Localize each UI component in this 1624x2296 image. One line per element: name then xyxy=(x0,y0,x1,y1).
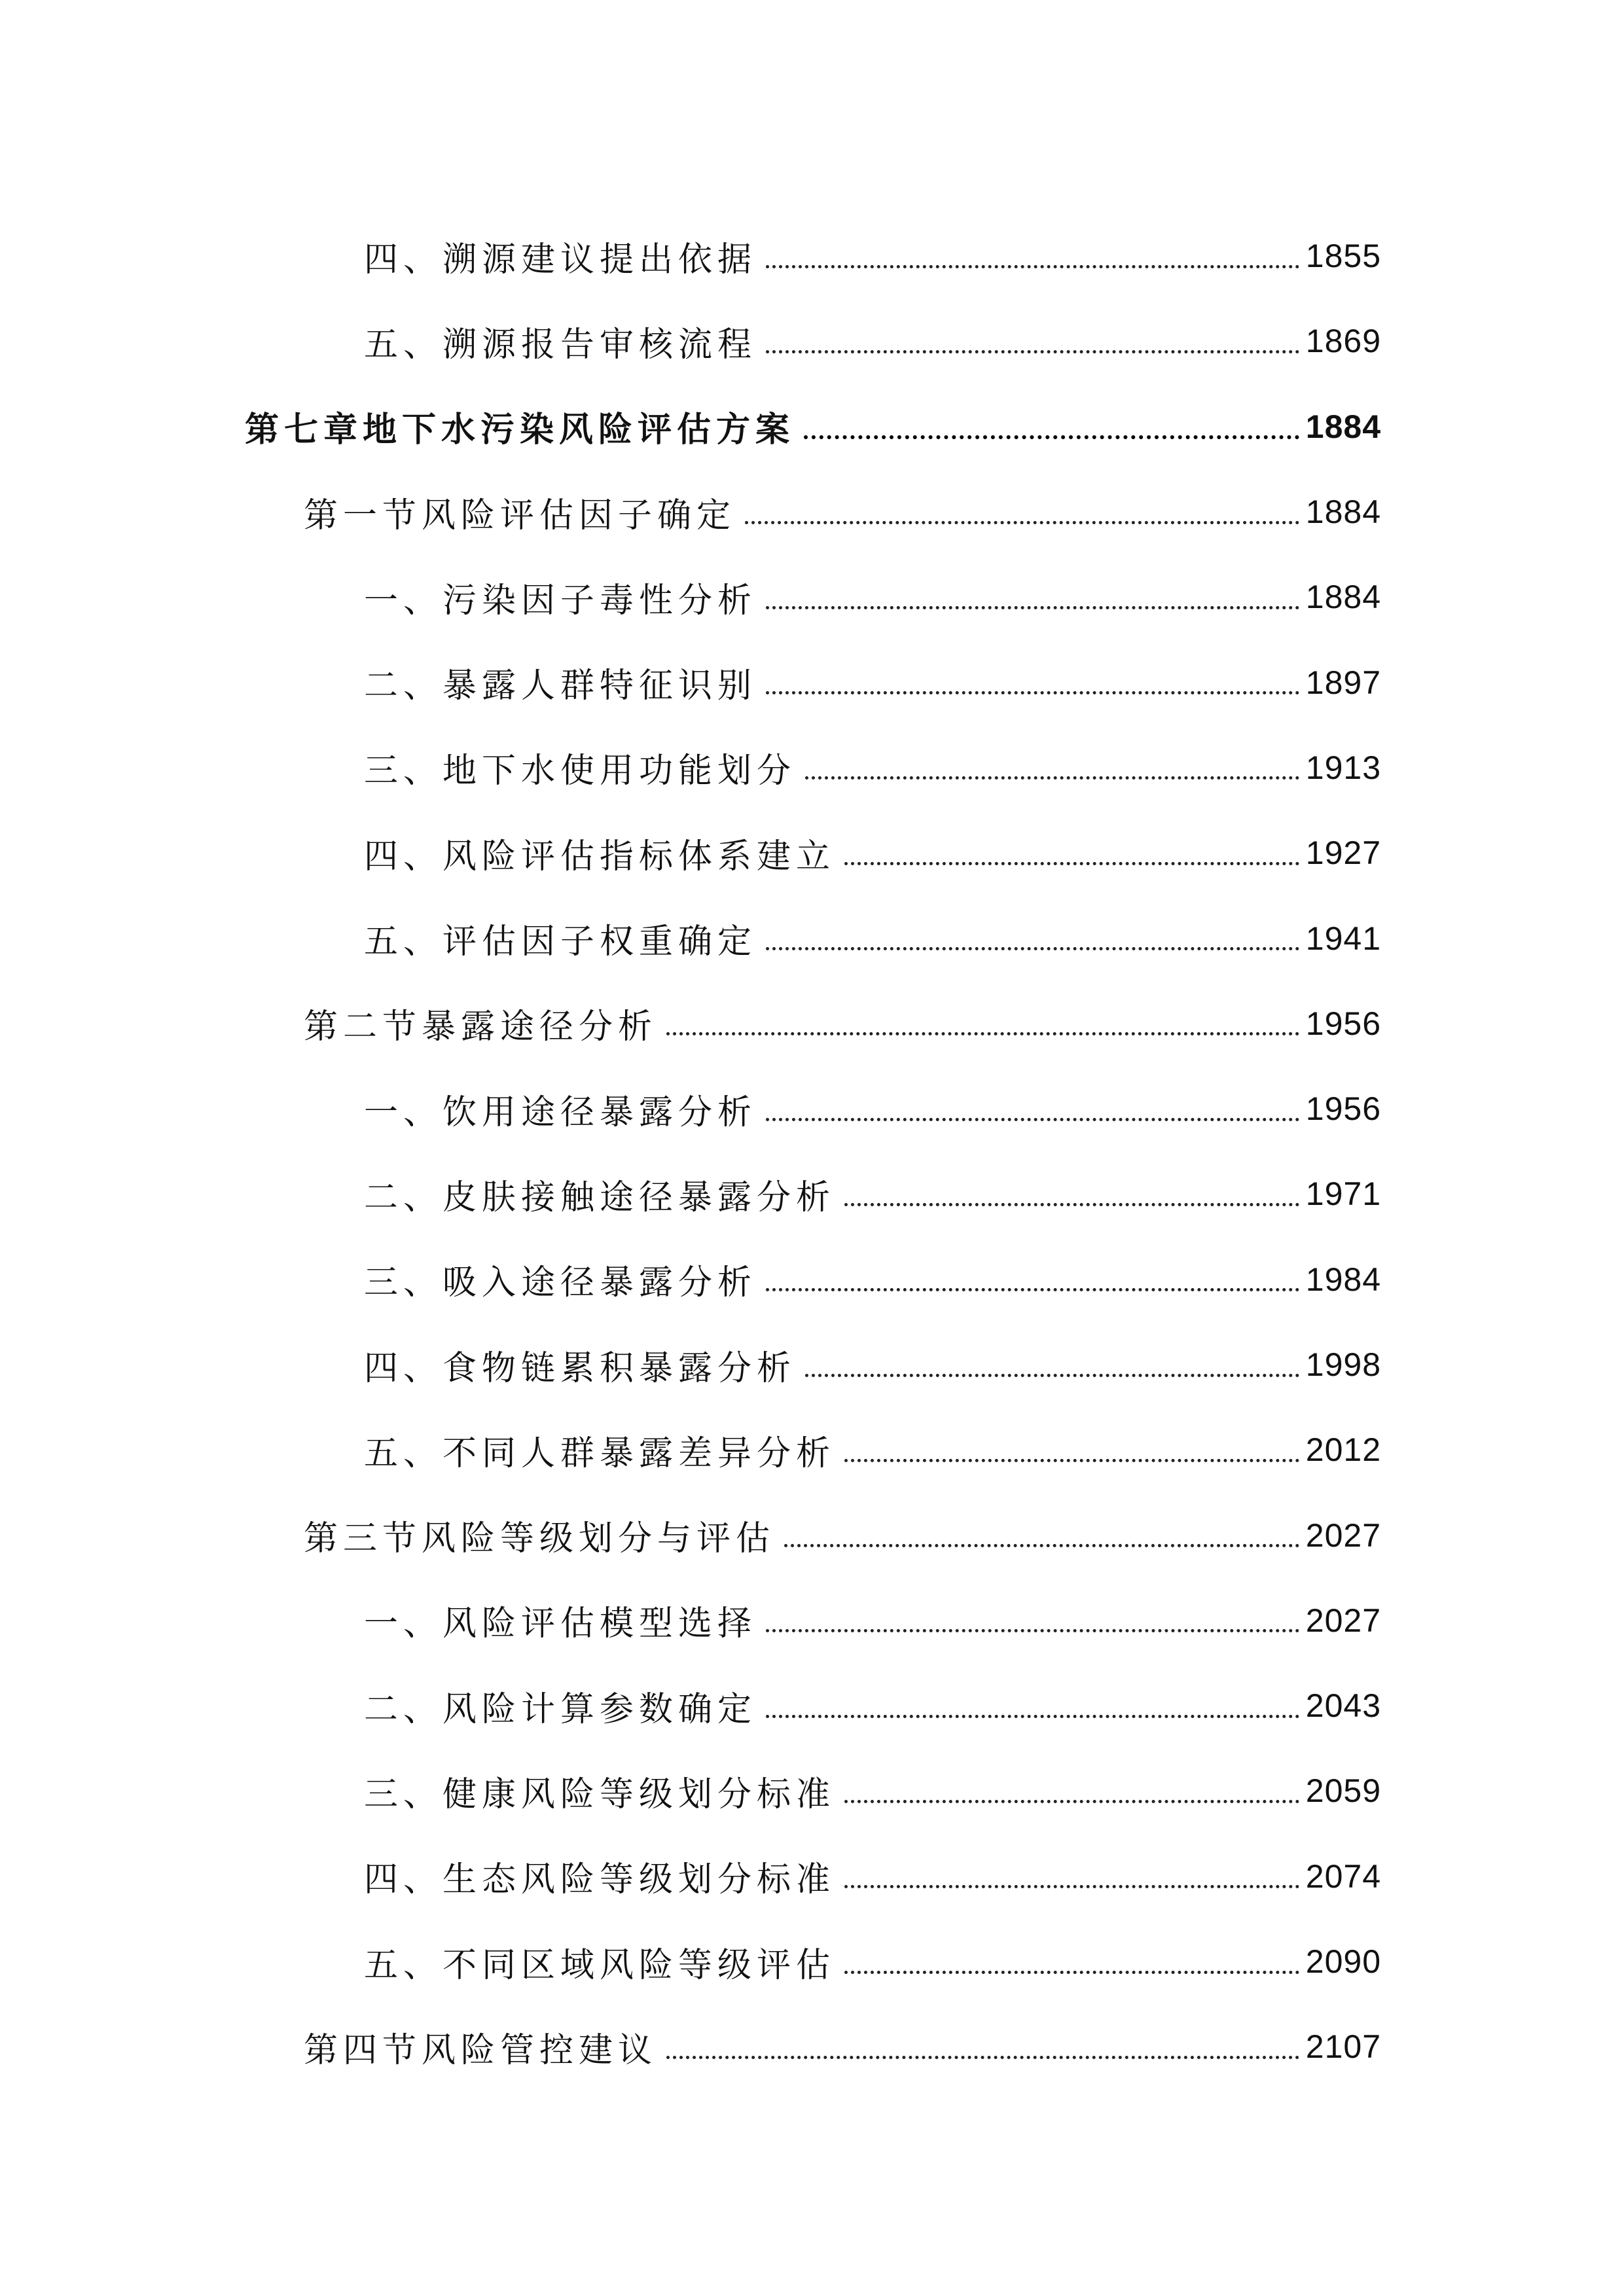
toc-entry-item[interactable] xyxy=(0,1151,1381,1236)
toc-entry-title: 三、地下水使用功能划分 xyxy=(364,751,797,791)
toc-entry-title: 五、不同区域风险等级评估 xyxy=(364,1945,836,1985)
dot-leader xyxy=(666,2056,1299,2059)
toc-entry-title: 三、吸入途径暴露分析 xyxy=(364,1263,757,1303)
toc-entry-item[interactable] xyxy=(0,1578,1381,1663)
toc-entry-item[interactable] xyxy=(0,1663,1381,1748)
dot-leader xyxy=(766,1629,1299,1632)
toc-page-number: 2090 xyxy=(1305,1943,1381,1981)
dot-leader xyxy=(766,947,1299,950)
dot-leader xyxy=(766,691,1299,694)
toc-entry-item[interactable] xyxy=(0,1748,1381,1833)
toc-entry-title: 二、皮肤接触途径暴露分析 xyxy=(364,1177,836,1217)
toc-page-number: 1941 xyxy=(1305,920,1381,957)
dot-leader xyxy=(766,265,1299,268)
toc-page-number: 1884 xyxy=(1305,493,1381,531)
toc-entry-title: 五、溯源报告审核流程 xyxy=(364,325,757,365)
toc-entry-title: 一、风险评估模型选择 xyxy=(364,1604,757,1644)
toc-entry-title: 第三节风险等级划分与评估 xyxy=(304,1519,776,1559)
toc-page-number: 1869 xyxy=(1305,323,1381,360)
toc-page-number: 2107 xyxy=(1305,2028,1381,2066)
dot-leader xyxy=(766,606,1299,609)
dot-leader xyxy=(766,1288,1299,1291)
toc-page-number: 1855 xyxy=(1305,238,1381,275)
dot-leader xyxy=(784,1544,1299,1547)
toc-entry-title: 第二节暴露途径分析 xyxy=(304,1007,658,1047)
toc-entry-item[interactable] xyxy=(0,1066,1381,1151)
toc-entry-section[interactable] xyxy=(0,981,1381,1066)
dot-leader xyxy=(844,862,1299,865)
toc-entry-title: 五、评估因子权重确定 xyxy=(364,922,757,962)
toc-page-number: 1998 xyxy=(1305,1346,1381,1383)
dot-leader xyxy=(805,776,1299,780)
table-of-contents xyxy=(0,213,1624,2090)
toc-entry-title: 四、溯源建议提出依据 xyxy=(364,240,757,279)
dot-leader xyxy=(805,1374,1299,1377)
toc-entry-title: 五、不同人群暴露差异分析 xyxy=(364,1433,836,1473)
toc-entry-title: 四、生态风险等级划分标准 xyxy=(364,1860,836,1900)
toc-entry-item[interactable] xyxy=(0,1237,1381,1322)
dot-leader xyxy=(766,350,1299,353)
toc-page-number: 1984 xyxy=(1305,1261,1381,1298)
toc-entry-title: 二、暴露人群特征识别 xyxy=(364,666,757,706)
toc-entry-title: 四、风险评估指标体系建立 xyxy=(364,836,836,876)
toc-entry-title: 三、健康风险等级划分标准 xyxy=(364,1774,836,1814)
toc-entry-title: 第一节风险评估因子确定 xyxy=(304,495,736,535)
toc-entry-title: 二、风险计算参数确定 xyxy=(364,1689,757,1729)
toc-page-number: 2027 xyxy=(1305,1602,1381,1639)
toc-entry-section[interactable] xyxy=(0,2004,1381,2089)
toc-entry-title: 四、食物链累积暴露分析 xyxy=(364,1348,797,1388)
toc-entry-item[interactable] xyxy=(0,725,1381,810)
toc-entry-item[interactable] xyxy=(0,1407,1381,1492)
toc-entry-item[interactable] xyxy=(0,1322,1381,1407)
dot-leader xyxy=(844,1800,1299,1803)
toc-entry-item[interactable] xyxy=(0,639,1381,725)
toc-entry-item[interactable] xyxy=(0,1919,1381,2004)
toc-entry-item[interactable] xyxy=(0,810,1381,895)
toc-page-number: 1927 xyxy=(1305,834,1381,872)
dot-leader xyxy=(666,1032,1299,1035)
toc-entry-title: 第四节风险管控建议 xyxy=(304,2030,658,2070)
toc-entry-item[interactable] xyxy=(0,1834,1381,1919)
toc-entry-item[interactable] xyxy=(0,554,1381,639)
toc-entry-title: 一、饮用途径暴露分析 xyxy=(364,1092,757,1132)
dot-leader xyxy=(844,1885,1299,1888)
dot-leader xyxy=(766,1118,1299,1121)
dot-leader xyxy=(844,1459,1299,1462)
dot-leader xyxy=(745,521,1299,524)
toc-page-number: 2027 xyxy=(1305,1516,1381,1554)
toc-page-number: 1897 xyxy=(1305,664,1381,701)
dot-leader xyxy=(804,435,1299,439)
toc-page-number: 2012 xyxy=(1305,1431,1381,1469)
toc-entry-item[interactable] xyxy=(0,298,1381,384)
dot-leader xyxy=(766,1715,1299,1718)
toc-page-number: 2043 xyxy=(1305,1687,1381,1725)
toc-entry-item[interactable] xyxy=(0,213,1381,298)
toc-page-number: 1884 xyxy=(1305,579,1381,616)
toc-page-number: 2074 xyxy=(1305,1857,1381,1895)
dot-leader xyxy=(844,1971,1299,1974)
toc-entry-section[interactable] xyxy=(0,1492,1381,1577)
toc-entry-chapter[interactable] xyxy=(0,384,1381,469)
toc-page-number: 2059 xyxy=(1305,1772,1381,1810)
dot-leader xyxy=(844,1203,1299,1206)
toc-entry-item[interactable] xyxy=(0,895,1381,980)
toc-page-number: 1956 xyxy=(1305,1090,1381,1128)
toc-entry-title: 一、污染因子毒性分析 xyxy=(364,581,757,620)
toc-entry-title: 第七章地下水污染风险评估方案 xyxy=(245,410,795,450)
toc-page-number: 1971 xyxy=(1305,1175,1381,1213)
toc-page-number: 1884 xyxy=(1305,408,1381,445)
toc-entry-section[interactable] xyxy=(0,469,1381,554)
toc-page-number: 1913 xyxy=(1305,749,1381,786)
toc-page-number: 1956 xyxy=(1305,1005,1381,1042)
